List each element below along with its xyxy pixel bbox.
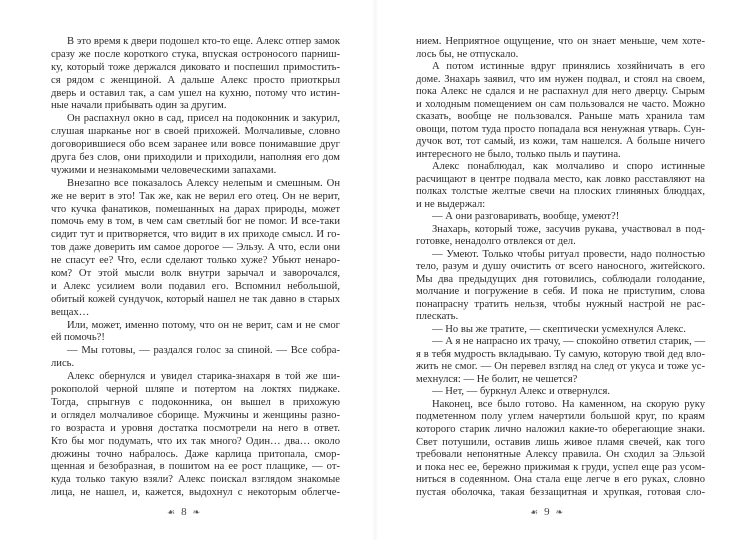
text-line: что кучка фанатиков, помешанных на дарах природы, может xyxy=(51,203,340,215)
text-line: слушая шарканье ног в своей прихожей. Молчаливые, словно xyxy=(51,126,340,138)
text-line: Алекс обернулся и увидел старика-знахаря в той же ши- xyxy=(67,371,340,383)
page-number-footer xyxy=(524,506,569,518)
text-line: же не верит в это! Так же, как не верил его отец. Он не верит, xyxy=(51,190,340,202)
text-line: и не выдержал: xyxy=(416,198,486,210)
text-line: лось бы, не отпускало. xyxy=(416,48,519,60)
text-line: — Мы готовы, — раздался голос за спиной. — Все собра- xyxy=(67,345,340,357)
text-line: Знахарь, который тоже, засучив рукава, участвовал в под- xyxy=(432,223,705,235)
text-line: сказать, вообще не пользовался. Раньше мать хранила там xyxy=(416,111,705,123)
text-line: А потом истинные вдруг принялись хозяйничать в его xyxy=(432,61,705,73)
text-line: ей помочь?! xyxy=(51,332,105,344)
text-line: подметенном полу углем начертили большой круг, по краям xyxy=(416,411,705,423)
text-line: дюжины точно набралось. Даже карлица притопала, смор- xyxy=(51,448,340,460)
text-line: которого старик лично наложил какие-то оберегающие знаки. xyxy=(416,423,705,435)
text-line: вещах… xyxy=(51,306,90,318)
text-line: Свет потушили, оставив лишь живое пламя свечей, как того xyxy=(416,436,705,448)
text-line: Он распахнул окно в сад, присел на подоконник и закурил, xyxy=(67,113,340,125)
ornament-left-icon: ☙ xyxy=(167,507,176,517)
text-line: Или, может, именно потому, что он не верит, сам и не смог xyxy=(67,319,340,331)
text-line: — А они разговаривать, вообще, умеют?! xyxy=(432,211,620,223)
page-number-footer xyxy=(161,506,206,518)
text-line: рокополой черной шляпе и потертом на локтях пиджаке. xyxy=(51,384,340,396)
ornament-right-icon: ❧ xyxy=(555,507,564,517)
text-line: Тогда, спрыгнув с подоконника, он вышел в прихожую xyxy=(51,396,340,408)
text-line: ся рядом с женщиной. А дальше Алекс просто приоткрыл xyxy=(51,74,340,86)
page-number: 9 xyxy=(544,506,550,518)
text-line: нием. Неприятное ощущение, что он знает меньше, чем хоте- xyxy=(416,36,705,47)
text-line: Внезапно все показалось Алексу нелепым и смешным. Он xyxy=(67,177,340,189)
text-line: ком? От этой мысли волк внутри зарычал и заворочался, xyxy=(51,268,340,280)
text-line: щенная и безобразная, в пошитом на ее рост плащике, — от- xyxy=(51,461,340,473)
text-line: готовке, ненадолго отвлекся от дел. xyxy=(416,236,576,248)
text-line: дучок вот, тот самый, из кожи, там нашелся. А больше ничего xyxy=(416,136,705,148)
text-line: — Но вы же тратите, — скептически усмехнулся Алекс. xyxy=(432,323,686,335)
text-line: Алекс понаблюдал, как молчаливо и споро истинные xyxy=(432,161,705,173)
page-text xyxy=(51,36,340,500)
text-line: доме. Знахарь заявил, что им нужен подвал, и стоял на своем, xyxy=(416,73,705,85)
ornament-right-icon: ❧ xyxy=(192,507,201,517)
text-line: расчищают в центре подвала место, как ловко расставляют на xyxy=(416,173,705,185)
text-line: понапрасну тратить нельзя, чтобы нужный настрой не рас- xyxy=(416,298,705,310)
text-line: — Нет, — буркнул Алекс и отвернулся. xyxy=(432,386,611,398)
text-line: требовали непонятные Алексу правила. Он сходил за Эльзой xyxy=(416,449,705,461)
text-line: пустая оболочка, такая беззащитная и хрупкая, готовая сло- xyxy=(416,486,705,498)
right-page xyxy=(376,0,751,540)
text-line: не спасут ее? Что, если сделают только хуже? Убьют ненаро- xyxy=(51,255,340,267)
text-line: Кто бы мог подумать, что их так много? Один… два… около xyxy=(51,435,340,447)
text-line: и оглядел молчаливое сборище. Мужчины и женщины разно- xyxy=(51,409,340,421)
text-line: тело, разум и душу очистить от всего наносного, житейского. xyxy=(416,261,705,273)
text-line: и холодным помещением он сам пользовался не часто. Можно xyxy=(416,98,705,110)
text-line: и пока нес ее, бережно прижимая к груди, успел еще раз усом- xyxy=(416,461,705,473)
text-line: молчание и погружение в себя. И пока не приступим, слова xyxy=(416,286,705,298)
text-line: обитый кожей сундучок, который нашел не так давно в старых xyxy=(51,293,340,305)
text-line: интересного не было, только пыль и паутина. xyxy=(416,148,621,160)
text-line: плескать. xyxy=(416,311,459,323)
page-number: 8 xyxy=(181,506,187,518)
text-line: овощи, потом туда просто попадала вся ненужная утварь. Сун- xyxy=(416,123,705,135)
text-line: — А я не напрасно их трачу, — спокойно ответил старик, — xyxy=(432,336,706,348)
ornament-left-icon: ☙ xyxy=(530,507,539,517)
text-line: В это время к двери подошел кто-то еще. Алекс отпер замок xyxy=(67,36,340,47)
left-page xyxy=(0,0,375,540)
text-line: Мы два предыдущих дня готовились, соблюдали голодание, xyxy=(416,273,705,285)
text-line: лица, не нашел, и, кажется, выдохнул с некоторым облегче- xyxy=(51,487,340,499)
text-line: друга без слов, они приходили и приходили, наполняя его дом xyxy=(51,152,340,164)
page-text xyxy=(416,36,705,499)
text-line: тов даже доверить им самое дорогое — Эльзу. А что, если они xyxy=(51,242,340,254)
text-line: и Алекс усилием воли подавил его. Вспомнил небольшой, xyxy=(51,280,340,292)
text-line: куда только такую взяли? Алекс поискал взглядом знакомые xyxy=(51,474,340,486)
text-line: помочь ему в том, в чем сам светлый бог не помог. И все-таки xyxy=(51,216,340,228)
text-line: сразу же после короткого стука, впуская остроносого парниш- xyxy=(51,48,340,60)
text-line: — Умеют. Только чтобы ритуал провести, надо полностью xyxy=(432,248,705,260)
text-line: полках толстые желтые свечи на плоских глиняных блюдцах, xyxy=(416,186,705,198)
text-line: ку, который тоже держался диковато и поспешил примостить- xyxy=(51,61,340,73)
text-line: ные начали прибывать один за другим. xyxy=(51,100,227,112)
text-line: пока Алекс не сдался и не распахнул для него дверцу. Сырым xyxy=(416,86,705,98)
text-line: жить не смог. — Он перевел взгляд на след от укуса и тоже ус- xyxy=(416,361,705,373)
text-line: ниться в содеянном. Она стала еще легче в его руках, словно xyxy=(416,474,705,486)
text-line: чужими и незнакомыми человеческими запахами. xyxy=(51,164,277,176)
text-line: лись. xyxy=(51,358,75,370)
text-line: договорившиеся обо всем заранее или вовсе понимавшие друг xyxy=(51,139,340,151)
text-line: я в тебя мудрость вкладываю. Ту самую, которую твой дед вло- xyxy=(416,348,705,360)
text-line: го возраста и уровня достатка посмотрели на него в ответ. xyxy=(51,422,340,434)
text-line: Наконец, все было готово. На каменном, на скорую руку xyxy=(432,398,705,410)
text-line: мехнулся: — Не болит, не чешется? xyxy=(416,373,578,385)
text-line: дверь и оставил так, а сам ушел на кухню, потому что истин- xyxy=(51,87,340,99)
text-line: сидит тут и притворяется, что видит в их приходе смысл. И го- xyxy=(51,229,340,241)
